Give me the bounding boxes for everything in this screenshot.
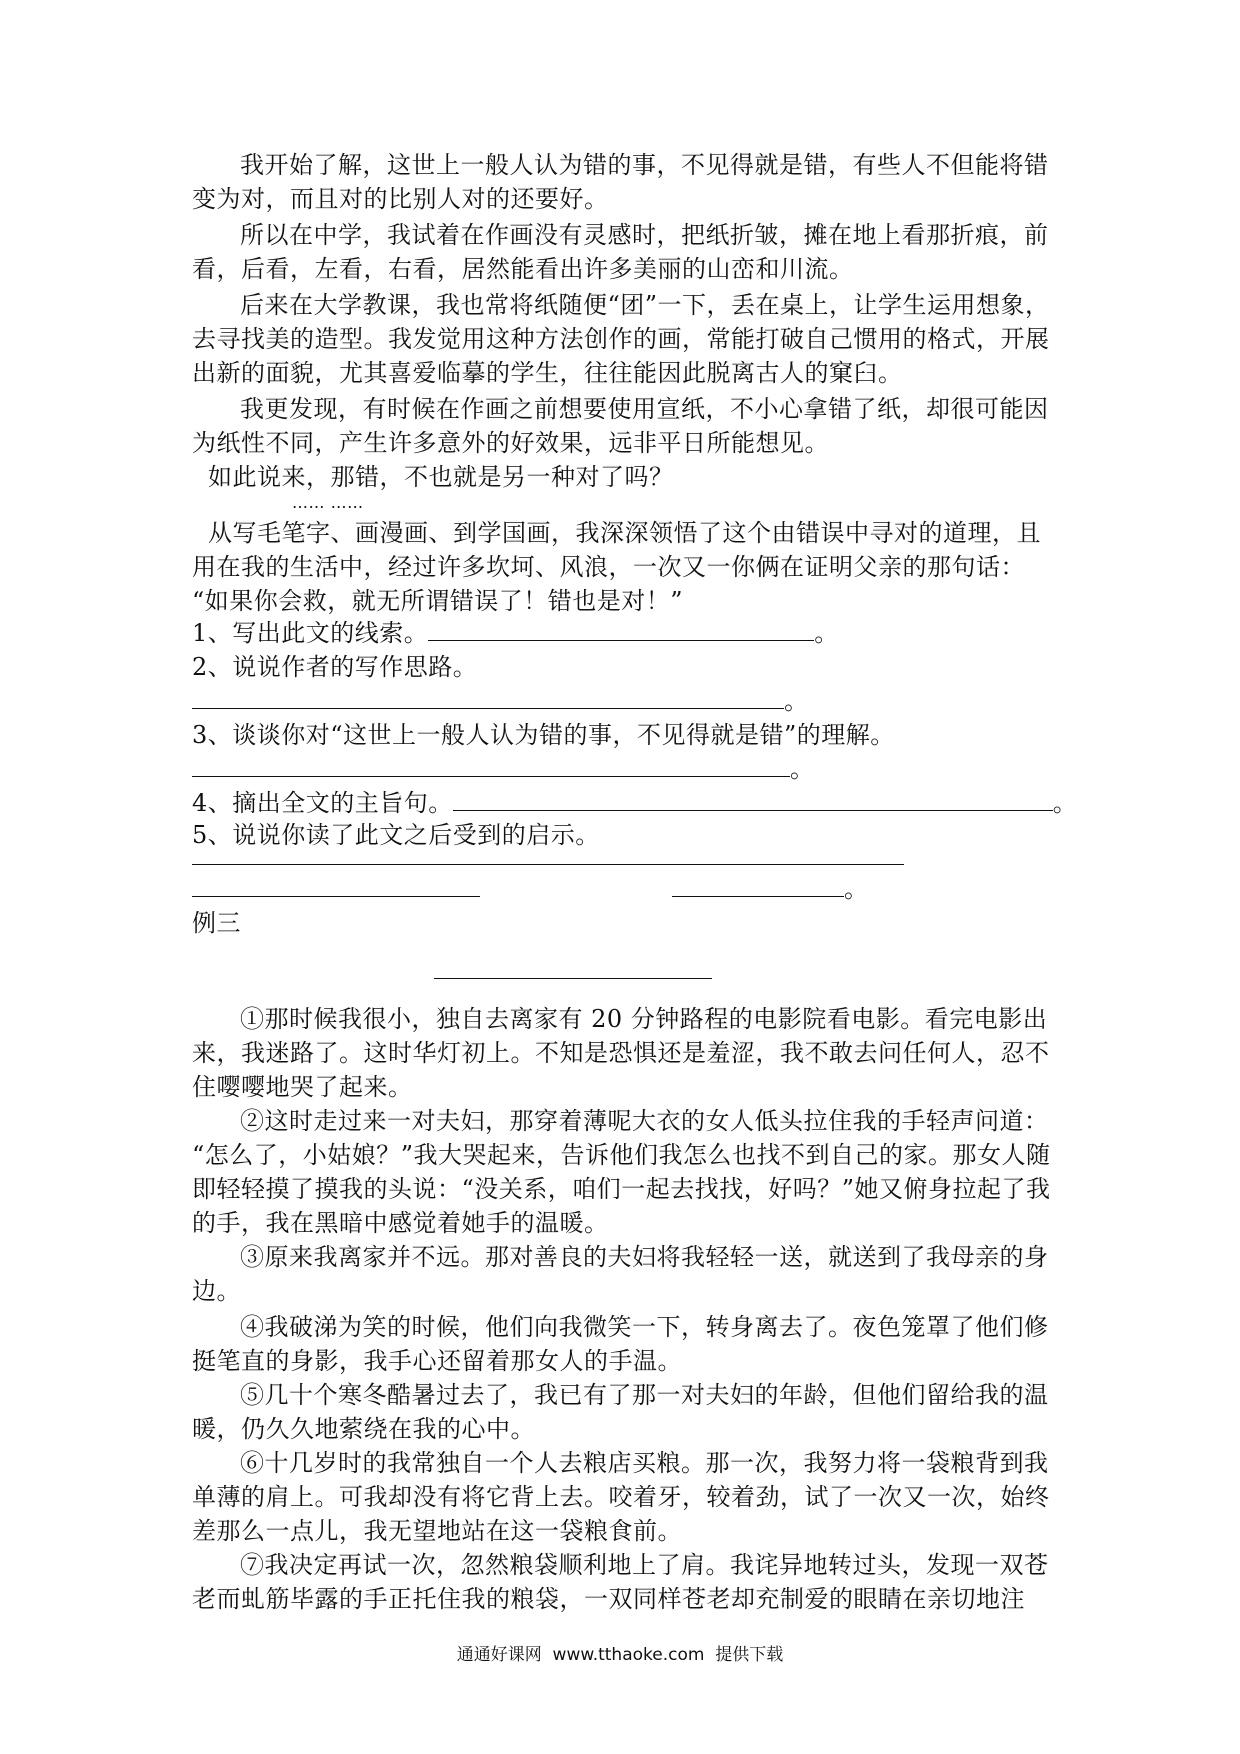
- answer-blank-5a[interactable]: [192, 864, 904, 865]
- text-line: 去寻找美的造型。我发觉用这种方法创作的画，常能打破自己惯用的格式，开展: [192, 325, 1050, 353]
- period: 。: [814, 619, 839, 647]
- text-line: ②这时走过来一对夫妇，那穿着薄呢大衣的女人低头拉住我的手轻声问道：: [240, 1107, 1049, 1135]
- question-4-text: 4、摘出全文的主旨句。: [192, 789, 453, 817]
- footer-site-name: 通通好课网: [456, 1645, 542, 1665]
- text-line: 看，后看，左看，右看，居然能看出许多美丽的山峦和川流。: [192, 255, 854, 283]
- text-line: 老而虬筋毕露的手正托住我的粮袋，一双同样苍老却充制爱的眼睛在亲切地注: [192, 1585, 1025, 1613]
- question-5: 5、说说你读了此文之后受到的启示。: [192, 821, 600, 849]
- text-line: 住嘤嘤地哭了起来。: [192, 1073, 413, 1101]
- text-line: ⑥十几岁时的我常独自一个人去粮店买粮。那一次，我努力将一袋粮背到我: [240, 1449, 1049, 1477]
- text-line: 出新的面貌，尤其喜爱临摹的学生，往往能因此脱离古人的窠臼。: [192, 359, 903, 387]
- answer-blank-5c[interactable]: [672, 896, 844, 897]
- text-line: 从写毛笔字、画漫画、到学国画，我深深领悟了这个由错误中寻对的道理，且: [208, 519, 1041, 547]
- question-4: [192, 786, 1077, 820]
- text-line: “怎么了，小姑娘？”我大哭起来，告诉他们我怎么也找不到自己的家。那女人随: [192, 1141, 1051, 1169]
- text-line: ⑦我决定再试一次，忽然粮袋顺利地上了肩。我诧异地转过头，发现一双苍: [240, 1551, 1049, 1579]
- text-line: 暖，仍久久地萦绕在我的心中。: [192, 1415, 535, 1443]
- answer-blank-1[interactable]: [428, 618, 814, 641]
- answer-blank-5b[interactable]: [192, 896, 480, 897]
- period: 。: [790, 755, 815, 783]
- question-1: [192, 616, 839, 650]
- text-line: ④我破涕为笑的时候，他们向我微笑一下，转身离去了。夜色笼罩了他们修: [240, 1313, 1049, 1341]
- text-line: 单薄的肩上。可我却没有将它背上去。咬着牙，较着劲，试了一次又一次，始终: [192, 1483, 1050, 1511]
- text-line: 变为对，而且对的比别人对的还要好。: [192, 185, 609, 213]
- text-line: “如果你会救，就无所谓错误了！错也是对！”: [192, 587, 684, 615]
- question-3: 3、谈谈你对“这世上一般人认为错的事，不见得就是错”的理解。: [192, 721, 895, 749]
- question-2: 2、说说作者的写作思路。: [192, 653, 478, 681]
- footer-url[interactable]: www.tthaoke.com: [552, 1645, 705, 1665]
- answer-blank-4[interactable]: [453, 788, 1053, 811]
- text-line: 为纸性不同，产生许多意外的好效果，远非平日所能想见。: [192, 429, 829, 457]
- text-line: 差那么一点儿，我无望地站在这一袋粮食前。: [192, 1517, 682, 1545]
- text-line: ①那时候我很小，独自去离家有 20 分钟路程的电影院看电影。看完电影出: [240, 1005, 1048, 1033]
- text-line: 用在我的生活中，经过许多坎坷、风浪，一次又一你俩在证明父亲的那句话：: [192, 553, 1025, 581]
- question-1-text: 1、写出此文的线索。: [192, 619, 429, 647]
- text-line: 所以在中学，我试着在作画没有灵感时，把纸折皱，摊在地上看那折痕，前: [240, 221, 1049, 249]
- text-line: 我更发现，有时候在作画之前想要使用宣纸，不小心拿错了纸，却很可能因: [240, 395, 1049, 423]
- answer-blank-2[interactable]: [192, 686, 784, 709]
- text-line: 如此说来，那错，不也就是另一种对了吗？: [208, 463, 674, 491]
- text-line: ⑤几十个寒冬酷暑过去了，我已有了那一对夫妇的年龄，但他们留给我的温: [240, 1381, 1049, 1409]
- title-blank[interactable]: [434, 978, 712, 979]
- question-3-answer-line: [192, 752, 815, 786]
- text-line: 边。: [192, 1277, 241, 1305]
- ellipsis-line: …… ……: [292, 493, 364, 512]
- answer-blank-3[interactable]: [192, 754, 790, 777]
- text-line: 我开始了解，这世上一般人认为错的事，不见得就是错，有些人不但能将错: [240, 151, 1049, 179]
- question-2-answer-line: [192, 684, 809, 718]
- text-line: 后来在大学教课，我也常将纸随便“团”一下，丢在桌上，让学生运用想象，: [240, 291, 1050, 319]
- text-line: ③原来我离家并不远。那对善良的夫妇将我轻轻一送，就送到了我母亲的身: [240, 1243, 1049, 1271]
- period: 。: [1052, 789, 1078, 817]
- example-label: 例三: [192, 909, 241, 937]
- period: 。: [784, 687, 809, 715]
- text-line: 即轻轻摸了摸我的头说：“没关系，咱们一起去找找，好吗？”她又俯身拉起了我: [192, 1175, 1051, 1203]
- text-line: 的手，我在黑暗中感觉着她手的温暖。: [192, 1209, 609, 1237]
- page-footer: [0, 1640, 1240, 1665]
- period: 。: [844, 875, 869, 903]
- text-line: 挺笔直的身影，我手心还留着那女人的手温。: [192, 1347, 682, 1375]
- text-line: 来，我迷路了。这时华灯初上。不知是恐惧还是羞涩，我不敢去问任何人，忍不: [192, 1039, 1050, 1067]
- footer-download: 提供下载: [715, 1645, 784, 1665]
